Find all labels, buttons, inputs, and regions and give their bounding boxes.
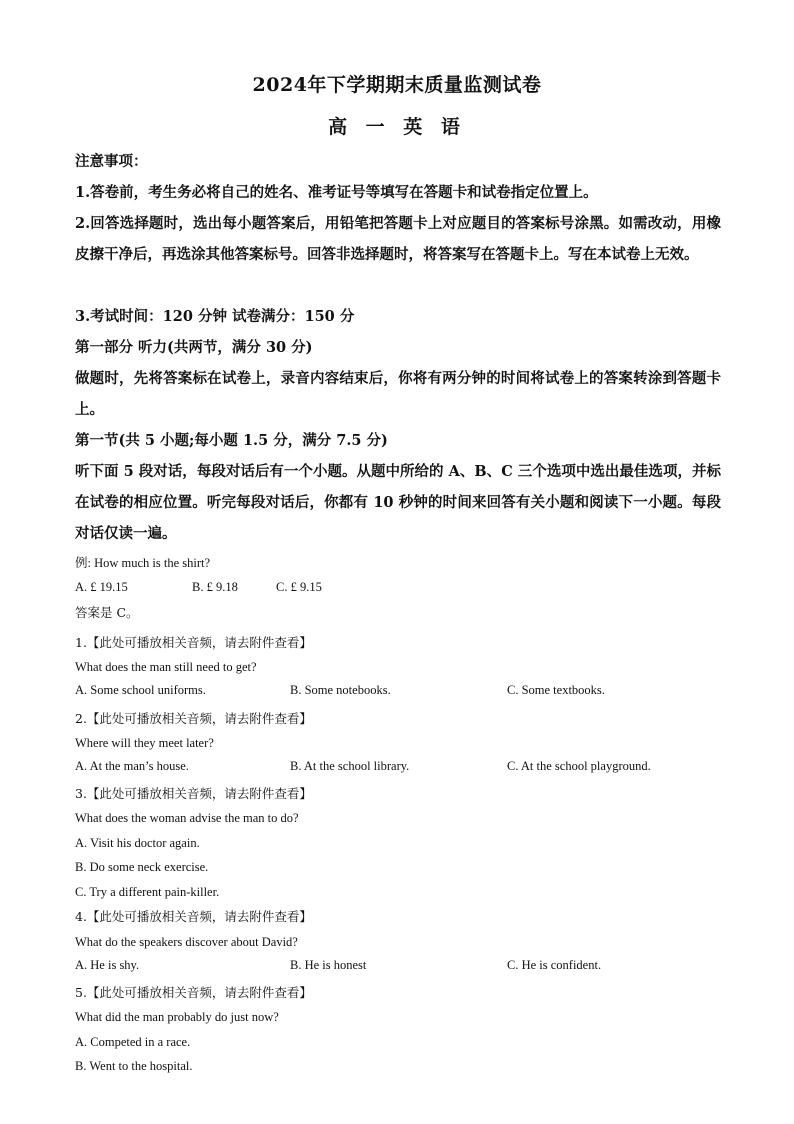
question-2-audio-note: 2.【此处可播放相关音频，请去附件查看】: [75, 711, 312, 726]
question-4-option-a: A. He is shy.: [75, 958, 140, 972]
part1-instruction: 做题时，先将答案标在试卷上，录音内容结束后，你将有两分钟的时间将试卷上的答案转涂到答题卡上。: [75, 370, 721, 418]
section1-instruction: 听下面 5 段对话，每段对话后有一个小题。从题中所给的 A、B、C 三个选项中选出最佳选项，并标在试卷的相应位置。听完每段对话后，你都有 10 秒钟的时间来回答有关小题和阅读下一小题。每段对话仅读一遍。: [75, 463, 721, 542]
notice-item-2: 2.回答选择题时，选出每小题答案后，用铅笔把答题卡上对应题目的答案标号涂黑。如需改动，用橡皮擦干净后，再选涂其他答案标号。回答非选择题时，将答案写在答题卡上。写在本试卷上无效。: [75, 215, 721, 263]
question-1-option-a: A. Some school uniforms.: [75, 683, 206, 697]
question-2-option-b: B. At the school library.: [290, 759, 410, 773]
part1-heading: 第一部分 听力(共两节，满分 30 分): [75, 339, 313, 356]
exam-title: 2024年下学期期末质量监测试卷: [252, 74, 542, 96]
question-4-stem: What do the speakers discover about David?: [75, 935, 298, 949]
question-3-audio-note: 3.【此处可播放相关音频，请去附件查看】: [75, 786, 312, 801]
example-answer: 答案是 C。: [75, 605, 139, 620]
question-1-stem: What does the man still need to get?: [75, 660, 257, 674]
question-4-option-c: C. He is confident.: [507, 958, 602, 972]
question-2-stem: Where will they meet later?: [75, 736, 214, 750]
question-2-option-a: A. At the man’s house.: [75, 759, 189, 773]
example-option-b: B. £ 9.18: [192, 580, 238, 594]
notice-item-3: 3.考试时间：120 分钟 试卷满分：150 分: [75, 308, 355, 325]
exam-subject: 高 一 英 语: [328, 116, 466, 138]
question-3-option-b: B. Do some neck exercise.: [75, 860, 209, 874]
section1-heading: 第一节(共 5 小题;每小题 1.5 分，满分 7.5 分): [75, 432, 388, 449]
question-4-audio-note: 4.【此处可播放相关音频，请去附件查看】: [75, 909, 312, 924]
notice-item-1: 1.答卷前，考生务必将自己的姓名、准考证号等填写在答题卡和试卷指定位置上。: [75, 184, 598, 201]
question-3-stem: What does the woman advise the man to do?: [75, 811, 299, 825]
question-1-audio-note: 1.【此处可播放相关音频，请去附件查看】: [75, 635, 312, 650]
example-question: 例: How much is the shirt?: [75, 556, 211, 570]
example-option-a: A. £ 19.15: [75, 580, 128, 594]
question-1-option-b: B. Some notebooks.: [290, 683, 391, 697]
notice-heading: 注意事项：: [75, 153, 148, 170]
question-5-audio-note: 5.【此处可播放相关音频，请去附件查看】: [75, 985, 312, 1000]
example-option-c: C. £ 9.15: [276, 580, 322, 594]
question-1-option-c: C. Some textbooks.: [507, 683, 605, 697]
question-5-option-b: B. Went to the hospital.: [75, 1059, 193, 1073]
question-3-option-a: A. Visit his doctor again.: [75, 836, 200, 850]
question-5-stem: What did the man probably do just now?: [75, 1010, 279, 1024]
question-5-option-a: A. Competed in a race.: [75, 1035, 191, 1049]
question-2-option-c: C. At the school playground.: [507, 759, 651, 773]
question-3-option-c: C. Try a different pain-killer.: [75, 885, 220, 899]
question-4-option-b: B. He is honest: [290, 958, 367, 972]
